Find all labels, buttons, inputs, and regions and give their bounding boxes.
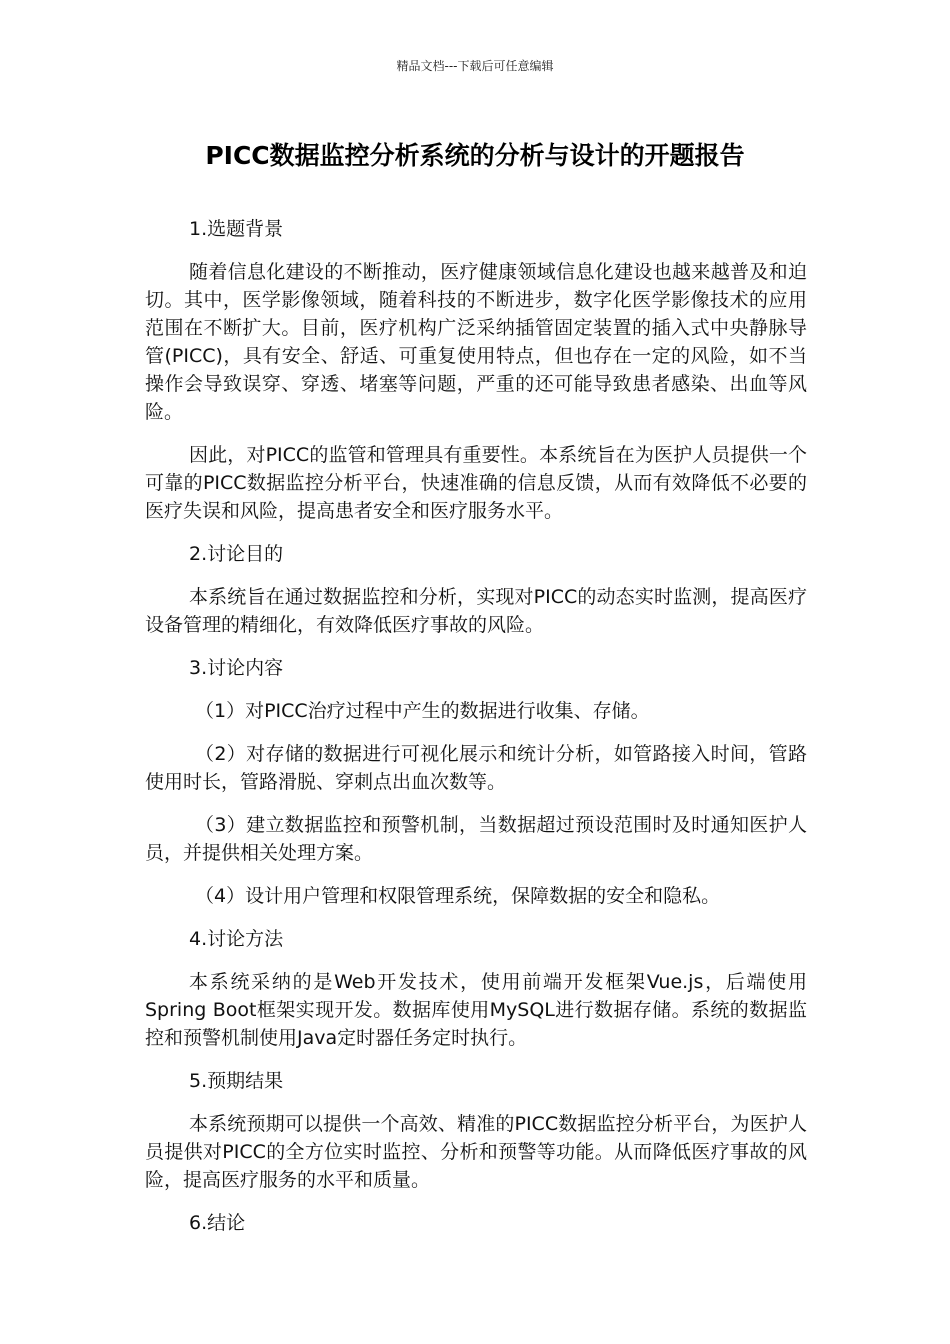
list-item: （1）对PICC治疗过程中产生的数据进行收集、存储。 [195, 700, 650, 722]
paragraph: 本系统预期可以提供一个高效、精准的PICC数据监控分析平台，为医护人员提供对PICC的全方位实时监控、分析和预警等功能。从而降低医疗事故的风险，提高医疗服务的水平和质量。 [145, 1113, 807, 1191]
header-note: 精品文档---下载后可任意编辑 [396, 59, 554, 73]
section-heading: 4.讨论方法 [189, 928, 284, 950]
section-heading: 3.讨论内容 [189, 657, 284, 679]
section-heading: 5.预期结果 [189, 1070, 284, 1092]
section-heading: 2.讨论目的 [189, 543, 284, 565]
section-heading: 6.结论 [189, 1212, 246, 1234]
paragraph: 本系统采纳的是Web开发技术，使用前端开发框架Vue.js，后端使用Spring Boot框架实现开发。数据库使用MySQL进行数据存储。系统的数据监控和预警机制使用Java定时器任务定时执行。 [145, 971, 807, 1049]
list-item: （2）对存储的数据进行可视化展示和统计分析，如管路接入时间，管路使用时长，管路滑脱、穿刺点出血次数等。 [145, 743, 807, 793]
paragraph: 本系统旨在通过数据监控和分析，实现对PICC的动态实时监测，提高医疗设备管理的精细化，有效降低医疗事故的风险。 [145, 586, 807, 636]
paragraph: 随着信息化建设的不断推动，医疗健康领域信息化建设也越来越普及和迫切。其中，医学影像领域，随着科技的不断进步，数字化医学影像技术的应用范围在不断扩大。目前，医疗机构广泛采纳插管固定装置的插入式中央静脉导管(PICC)，具有安全、舒适、可重复使用特点，但也存在一定的风险，如不当操作会导致误穿、穿透、堵塞等问题，严重的还可能导致患者感染、出血等风险。 [145, 261, 807, 423]
paragraph: 因此，对PICC的监管和管理具有重要性。本系统旨在为医护人员提供一个可靠的PICC数据监控分析平台，快速准确的信息反馈，从而有效降低不必要的医疗失误和风险，提高患者安全和医疗服务水平。 [145, 444, 807, 522]
document-title: PICC数据监控分析系统的分析与设计的开题报告 [205, 141, 745, 170]
document-body [145, 215, 807, 1252]
list-item: （3）建立数据监控和预警机制，当数据超过预设范围时及时通知医护人员，并提供相关处理方案。 [145, 814, 807, 864]
section-heading: 1.选题背景 [189, 218, 284, 240]
list-item: （4）设计用户管理和权限管理系统，保障数据的安全和隐私。 [195, 885, 721, 907]
